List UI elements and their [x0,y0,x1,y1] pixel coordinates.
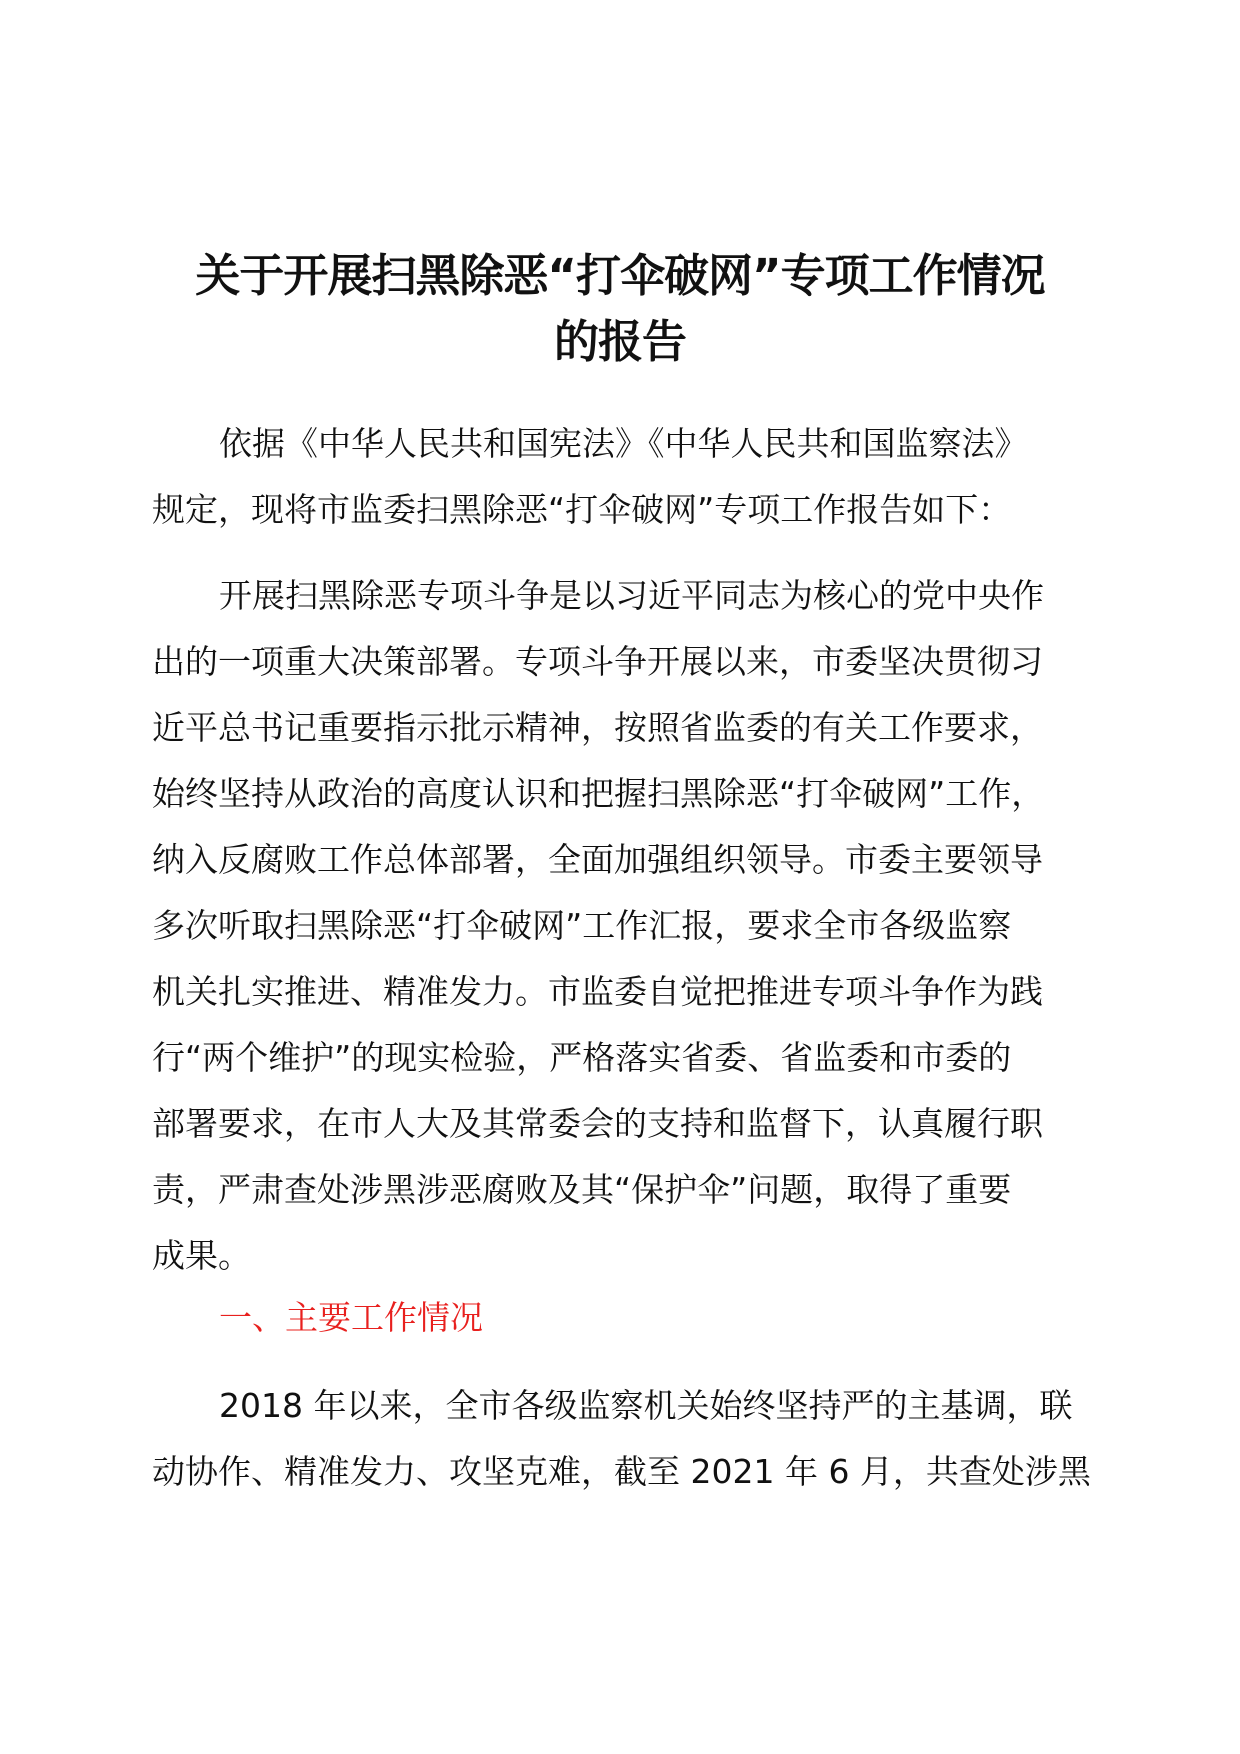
paragraph-line: 动协作、精准发力、攻坚克难，截至 2021 年 6 月，共查处涉黑 [152,1452,1091,1491]
title-line: 的报告 [553,315,686,368]
document-title [140,243,1100,375]
paragraph-line: 多次听取扫黑除恶“打伞破网”工作汇报，要求全市各级监察 [152,906,1012,945]
paragraph-line: 出的一项重大决策部署。专项斗争开展以来，市委坚决贯彻习 [152,642,1043,681]
title-line: 关于开展扫黑除恶“打伞破网”专项工作情况 [195,249,1045,302]
paragraph-line: 行“两个维护”的现实检验，严格落实省委、省监委和市委的 [152,1038,1012,1077]
paragraph-line: 近平总书记重要指示批示精神，按照省监委的有关工作要求， [152,708,1043,747]
paragraph-line: 依据《中华人民共和国宪法》《中华人民共和国监察法》 [219,424,1028,463]
paragraph-line: 2018 年以来，全市各级监察机关始终坚持严的主基调，联 [219,1386,1073,1425]
paragraph-line: 规定，现将市监委扫黑除恶“打伞破网”专项工作报告如下： [152,490,1012,529]
paragraph-line: 责，严肃查处涉黑涉恶腐败及其“保护伞”问题，取得了重要 [152,1170,1012,1209]
paragraph-line: 开展扫黑除恶专项斗争是以习近平同志为核心的党中央作 [219,576,1044,615]
paragraph-line: 部署要求，在市人大及其常委会的支持和监督下，认真履行职 [152,1104,1043,1143]
body-paragraph [152,563,1092,1289]
paragraph-line: 纳入反腐败工作总体部署，全面加强组织领导。市委主要领导 [152,840,1043,879]
paragraph-line: 成果。 [152,1236,251,1275]
paragraph-line: 机关扎实推进、精准发力。市监委自觉把推进专项斗争作为践 [152,972,1043,1011]
paragraph-line: 始终坚持从政治的高度认识和把握扫黑除恶“打伞破网”工作， [152,774,1045,813]
section-heading: 一、主要工作情况 [219,1298,483,1337]
intro-paragraph [152,411,1092,543]
section-paragraph [152,1373,1092,1505]
